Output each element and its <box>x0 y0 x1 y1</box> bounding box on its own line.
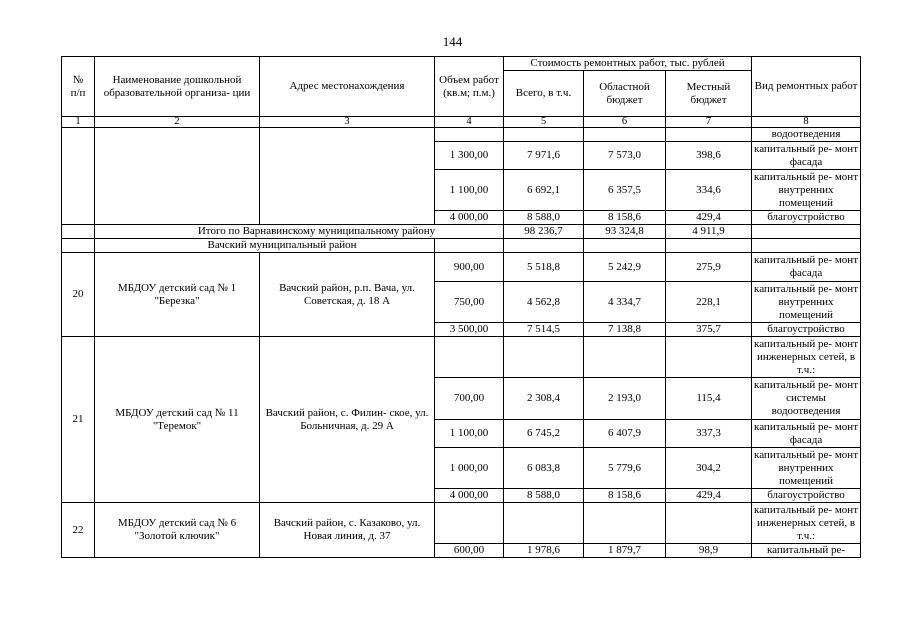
header-row <box>62 57 861 71</box>
cell-no <box>62 225 95 239</box>
cell-volume: 750,00 <box>435 282 504 323</box>
cell-total: 6 692,1 <box>504 170 584 211</box>
cell-volume: 700,00 <box>435 378 504 420</box>
column-number: 5 <box>504 117 584 128</box>
cell-no <box>62 239 95 253</box>
header-local: Местный бюджет <box>666 71 752 117</box>
cell-work-type: капитальный ре- <box>752 544 861 558</box>
cell-volume: 3 500,00 <box>435 323 504 337</box>
header-total: Всего, в т.ч. <box>504 71 584 117</box>
cell-work-type: капитальный ре- монт фасада <box>752 420 861 448</box>
district-label: Вачский муниципальный район <box>95 239 435 253</box>
cell-local: 98,9 <box>666 544 752 558</box>
cell-local <box>666 503 752 544</box>
column-number: 8 <box>752 117 861 128</box>
cell-local <box>666 239 752 253</box>
cell-local: 304,2 <box>666 448 752 489</box>
cell-local: 375,7 <box>666 323 752 337</box>
column-number: 1 <box>62 117 95 128</box>
header-work-type: Вид ремонтных работ <box>752 57 861 117</box>
cell-volume: 1 300,00 <box>435 142 504 170</box>
cell-regional: 7 138,8 <box>584 323 666 337</box>
cell-no: 20 <box>62 253 95 337</box>
cell-volume <box>435 337 504 378</box>
column-number: 4 <box>435 117 504 128</box>
cell-local <box>666 128 752 142</box>
cell-volume <box>435 503 504 544</box>
cell-address: Вачский район, с. Казаково, ул. Новая линия, д. 37 <box>260 503 435 558</box>
cell-regional: 6 357,5 <box>584 170 666 211</box>
cell-address: Вачский район, р.п. Вача, ул. Советская, д. 18 А <box>260 253 435 337</box>
page-number: 144 <box>442 34 463 49</box>
column-number: 6 <box>584 117 666 128</box>
cell-local: 398,6 <box>666 142 752 170</box>
header-cost-group: Стоимость ремонтных работ, тыс. рублей <box>504 57 752 71</box>
total-label: Итого по Варнавинскому муниципальному району <box>95 225 504 239</box>
cell-local: 115,4 <box>666 378 752 420</box>
cell-total <box>504 128 584 142</box>
cell-work-type: капитальный ре- монт фасада <box>752 253 861 282</box>
cell-regional: 5 779,6 <box>584 448 666 489</box>
cell-work-type: водоотведения <box>752 128 861 142</box>
cell-org-name <box>95 128 260 225</box>
header-no: № п/п <box>62 57 95 117</box>
cell-work-type: благоустройство <box>752 489 861 503</box>
table-row <box>62 128 861 142</box>
cell-local: 337,3 <box>666 420 752 448</box>
cell-volume: 4 000,00 <box>435 211 504 225</box>
cell-regional <box>584 239 666 253</box>
cell-total <box>504 503 584 544</box>
cell-volume: 1 100,00 <box>435 420 504 448</box>
repair-cost-table <box>61 56 861 558</box>
header-org-name: Наименование дошкольной образовательной организа- ции <box>95 57 260 117</box>
cell-regional: 2 193,0 <box>584 378 666 420</box>
cell-total: 1 978,6 <box>504 544 584 558</box>
cell-no: 21 <box>62 337 95 503</box>
cell-regional: 93 324,8 <box>584 225 666 239</box>
cell-work-type: благоустройство <box>752 211 861 225</box>
cell-total: 6 083,8 <box>504 448 584 489</box>
cell-volume: 600,00 <box>435 544 504 558</box>
cell-total: 7 514,5 <box>504 323 584 337</box>
column-number: 7 <box>666 117 752 128</box>
cell-total: 8 588,0 <box>504 489 584 503</box>
cell-total: 2 308,4 <box>504 378 584 420</box>
header-address: Адрес местонахождения <box>260 57 435 117</box>
cell-volume: 1 000,00 <box>435 448 504 489</box>
cell-total: 5 518,8 <box>504 253 584 282</box>
cell-work-type: капитальный ре- монт фасада <box>752 142 861 170</box>
table-row <box>62 253 861 282</box>
cell-total: 4 562,8 <box>504 282 584 323</box>
cell-regional: 8 158,6 <box>584 211 666 225</box>
header-volume: Объем работ (кв.м; п.м.) <box>435 57 504 117</box>
column-number-row <box>62 117 861 128</box>
cell-org-name: МБДОУ детский сад № 1 "Березка" <box>95 253 260 337</box>
cell-regional: 6 407,9 <box>584 420 666 448</box>
cell-regional: 7 573,0 <box>584 142 666 170</box>
cell-total: 8 588,0 <box>504 211 584 225</box>
cell-work-type: капитальный ре- монт инженерных сетей, в т.ч.: <box>752 503 861 544</box>
cell-volume <box>435 128 504 142</box>
cell-regional: 4 334,7 <box>584 282 666 323</box>
cell-volume: 4 000,00 <box>435 489 504 503</box>
cell-no: 22 <box>62 503 95 558</box>
table-row <box>62 503 861 544</box>
cell-total: 98 236,7 <box>504 225 584 239</box>
district-row <box>62 239 861 253</box>
cell-work-type: капитальный ре- монт системы водоотведения <box>752 378 861 420</box>
cell-regional: 8 158,6 <box>584 489 666 503</box>
cell-volume <box>435 239 504 253</box>
cell-total <box>504 239 584 253</box>
cell-work-type: капитальный ре- монт внутренних помещений <box>752 170 861 211</box>
cell-work-type: благоустройство <box>752 323 861 337</box>
cell-volume: 1 100,00 <box>435 170 504 211</box>
cell-total: 7 971,6 <box>504 142 584 170</box>
total-row <box>62 225 861 239</box>
cell-address: Вачский район, с. Филин- ское, ул. Больничная, д. 29 А <box>260 337 435 503</box>
cell-no <box>62 128 95 225</box>
cell-local <box>666 337 752 378</box>
cell-regional: 1 879,7 <box>584 544 666 558</box>
cell-local: 429,4 <box>666 211 752 225</box>
cell-work-type <box>752 225 861 239</box>
cell-local: 275,9 <box>666 253 752 282</box>
cell-volume: 900,00 <box>435 253 504 282</box>
cell-regional: 5 242,9 <box>584 253 666 282</box>
cell-org-name: МБДОУ детский сад № 6 "Золотой ключик" <box>95 503 260 558</box>
cell-local: 228,1 <box>666 282 752 323</box>
cell-regional <box>584 128 666 142</box>
cell-total <box>504 337 584 378</box>
cell-work-type: капитальный ре- монт внутренних помещений <box>752 448 861 489</box>
cell-regional <box>584 503 666 544</box>
cell-org-name: МБДОУ детский сад № 11 "Теремок" <box>95 337 260 503</box>
cell-local: 4 911,9 <box>666 225 752 239</box>
table-row <box>62 337 861 378</box>
cell-local: 429,4 <box>666 489 752 503</box>
cell-work-type: капитальный ре- монт внутренних помещений <box>752 282 861 323</box>
cell-regional <box>584 337 666 378</box>
column-number: 2 <box>95 117 260 128</box>
cell-address <box>260 128 435 225</box>
cell-work-type: капитальный ре- монт инженерных сетей, в т.ч.: <box>752 337 861 378</box>
cell-work-type <box>752 239 861 253</box>
cell-total: 6 745,2 <box>504 420 584 448</box>
cell-local: 334,6 <box>666 170 752 211</box>
header-regional: Областной бюджет <box>584 71 666 117</box>
column-number: 3 <box>260 117 435 128</box>
